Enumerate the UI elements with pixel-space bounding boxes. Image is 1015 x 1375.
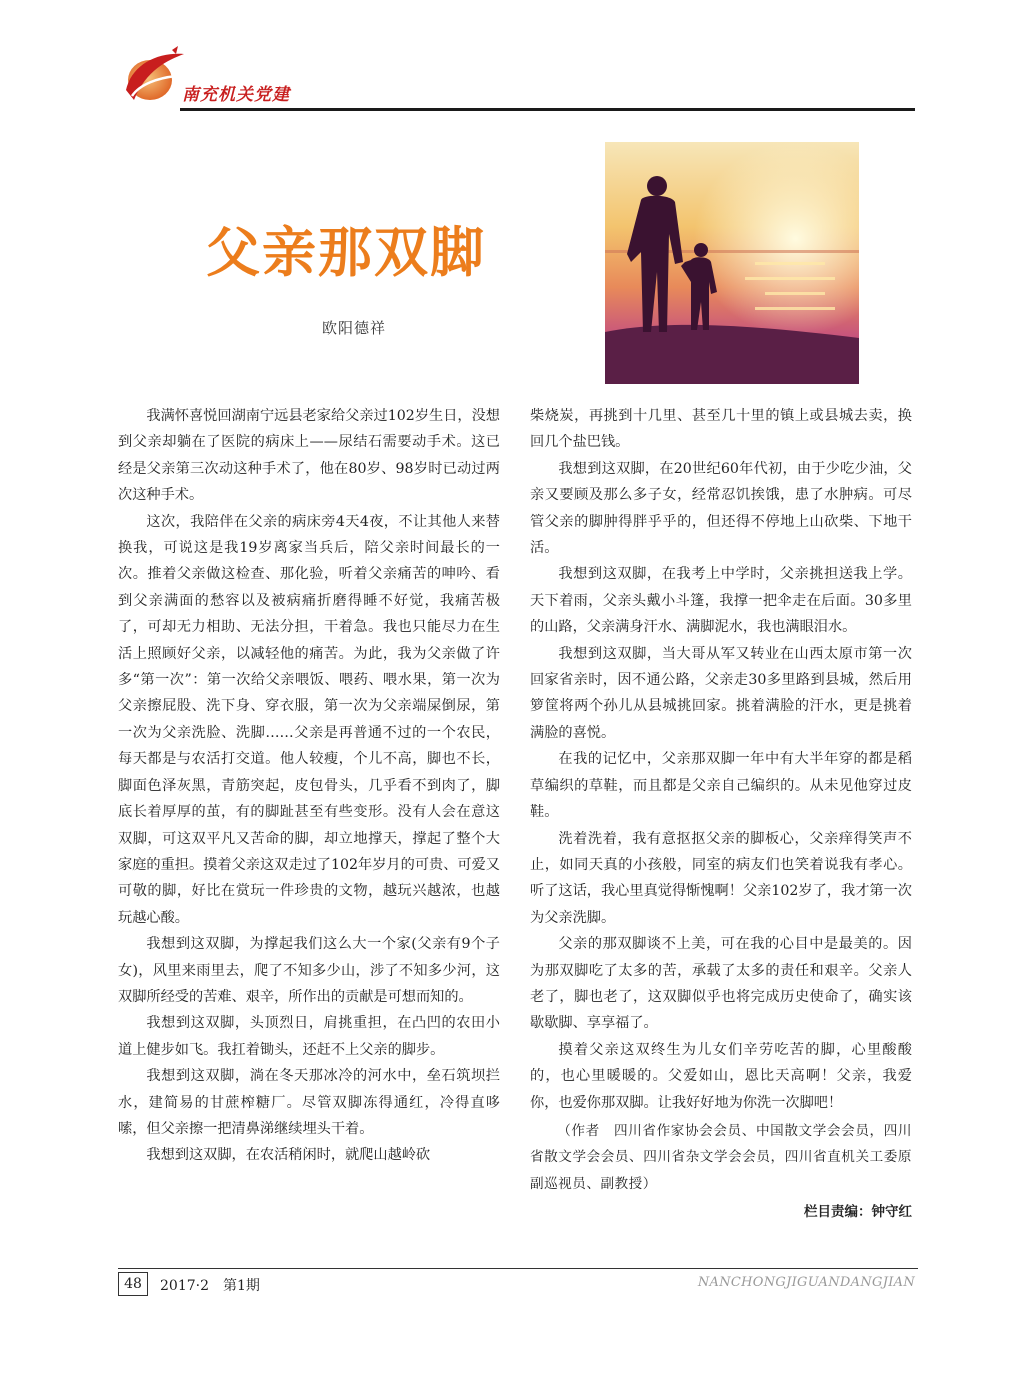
- paragraph: 柴烧炭，再挑到十几里、甚至几十里的镇上或县城去卖，换回几个盐巴钱。: [530, 408, 912, 451]
- page-header: [110, 38, 915, 118]
- issue-info: 2017·2 第1期: [160, 1278, 260, 1294]
- column-editor: 栏目责编：钟守红: [804, 1204, 912, 1221]
- article-title: 父亲那双脚: [206, 221, 486, 284]
- paragraph: 我想到这双脚，当大哥从军又转业在山西太原市第一次回家省亲时，因不通公路，父亲走30多里路到县城，然后用箩筐将两个孙儿从县城挑回家。挑着满脸的汗水，更是挑着满脸的喜悦。: [530, 645, 912, 741]
- paragraph: 我想到这双脚，在20世纪60年代初，由于少吃少油，父亲又要顾及那么多子女，经常忍饥挨饿，患了水肿病。可尽管父亲的脚肿得胖乎乎的，但还得不停地上山砍柴、下地干活。: [530, 460, 912, 557]
- footer-magazine-name: NANCHONGJIGUANDANGJIAN: [697, 1275, 915, 1290]
- paragraph: 我想到这双脚，头顶烈日，肩挑重担，在凸凹的农田小道上健步如飞。我扛着锄头，还赶不上父亲的脚步。: [118, 1015, 500, 1058]
- paragraph: 这次，我陪伴在父亲的病床旁4天4夜，不让其他人来替换我，可说这是我19岁离家当兵后，陪父亲时间最长的一次。推着父亲做这检查、那化验，听着父亲痛苦的呻吟、看到父亲满面的愁容以及被病痛折磨得睡不好觉，我痛苦极了，可却无力相助、无法分担，干着急。我也只能尽力在生活上照顾好父亲，以减轻他的痛苦。为此，我为父亲做了许多“第一次”：第一次给父亲喂饭、喂药、喂水果，第一次为父亲擦屁股、洗下身、穿衣服，第一次为父亲端屎倒尿，第一次为父亲洗脸、洗脚……父亲是再普通不过的一个农民，每天都是与农活打交道。他人较瘦，个儿不高，脚也不长，脚面色泽灰黑，青筋突起，皮包骨头，几乎看不到肉了，脚底长着厚厚的茧，有的脚趾甚至有些变形。没有人会在意这双脚，可这双平凡又苦命的脚，却立地撑天，撑起了整个大家庭的重担。摸着父亲这双走过了102年岁月的可贵、可爱又可敬的脚，好比在赏玩一件珍贵的文物，越玩兴越浓，也越玩越心酸。: [118, 513, 500, 926]
- article-author: 欧阳德祥: [322, 319, 387, 337]
- paragraph: 父亲的那双脚谈不上美，可在我的心目中是最美的。因为那双脚吃了太多的苦，承载了太多的责任和艰辛。父亲人老了，脚也老了，这双脚似乎也将完成历史使命了，确实该歇歇脚、享享福了。: [530, 936, 912, 1032]
- footer-rule: [118, 1268, 918, 1269]
- right-column: [530, 403, 912, 1226]
- paragraph: 我想到这双脚，为撑起我们这么大一个家(父亲有9个子女)，风里来雨里去，爬了不知多少山，涉了不知多少河，这双脚所经受的苦难、艰辛，所作出的贡献是可想而知的。: [118, 936, 500, 1005]
- paragraph: 我想到这双脚，淌在冬天那冰冷的河水中，垒石筑坝拦水，建简易的甘蔗榨糖厂。尽管双脚冻得通红，冷得直哆嗦，但父亲擦一把清鼻涕继续埋头干着。: [118, 1068, 500, 1137]
- paragraph: 洗着洗着，我有意抠抠父亲的脚板心，父亲痒得笑声不止，如同天真的小孩般，同室的病友们也笑着说我有孝心。听了这话，我心里真觉得惭愧啊！父亲102岁了，我才第一次为父亲洗脚。: [530, 830, 912, 926]
- paragraph: 在我的记忆中，父亲那双脚一年中有大半年穿的都是稻草编织的草鞋，而且都是父亲自己编织的。从未见他穿过皮鞋。: [530, 751, 912, 821]
- paragraph: 我满怀喜悦回湖南宁远县老家给父亲过102岁生日，没想到父亲却躺在了医院的病床上——尿结石需要动手术。这已经是父亲第三次动这种手术了，他在80岁、98岁时已动过两次这种手术。: [118, 408, 500, 504]
- author-note: （作者 四川省作家协会会员、中国散文学会会员，四川省散文学会会员、四川省杂文学会会员，四川省直机关工委原副巡视员、副教授）: [530, 1122, 912, 1192]
- paragraph: 我想到这双脚，在农活稍闲时，就爬山越岭砍: [146, 1147, 431, 1164]
- page-number: 48: [118, 1272, 148, 1296]
- brand-name: 南充机关党建: [182, 85, 290, 105]
- sunset-photo: [605, 142, 859, 384]
- paragraph: 我想到这双脚，在我考上中学时，父亲挑担送我上学。天下着雨，父亲头戴小斗篷，我撑一把伞走在后面。30多里的山路，父亲满身汗水、满脚泥水，我也满眼泪水。: [530, 566, 912, 636]
- header-rule: [180, 108, 915, 111]
- paragraph: 摸着父亲这双终生为儿女们辛劳吃苦的脚，心里酸酸的，也心里暖暖的。父爱如山，恩比天高啊！父亲，我爱你，也爱你那双脚。让我好好地为你洗一次脚吧！: [530, 1041, 912, 1111]
- left-column: [118, 403, 500, 1169]
- party-logo-icon: [118, 44, 188, 110]
